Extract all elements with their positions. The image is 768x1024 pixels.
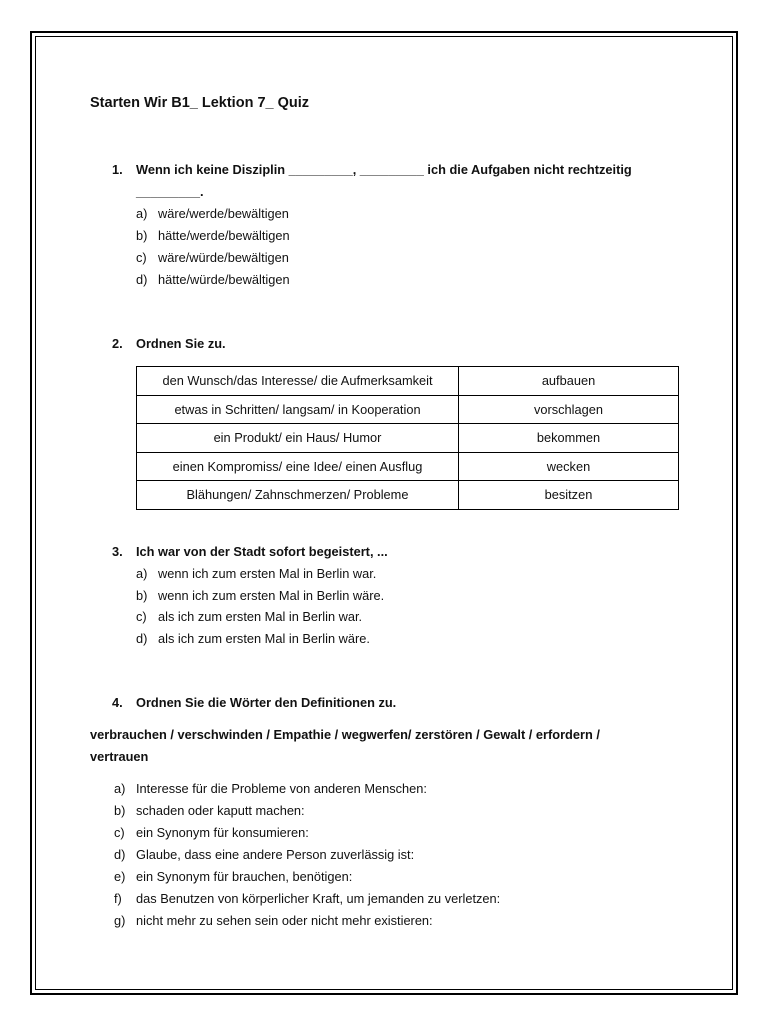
table-row bbox=[137, 395, 679, 424]
q1-option-a: wäre/werde/bewältigen bbox=[158, 206, 289, 221]
q3-number: 3. bbox=[112, 544, 123, 559]
q3-option-d: als ich zum ersten Mal in Berlin wäre. bbox=[158, 631, 370, 646]
q1-text-line2: _________. bbox=[136, 184, 204, 199]
def-e: ein Synonym für brauchen, benötigen: bbox=[136, 869, 353, 884]
q3-option-c: als ich zum ersten Mal in Berlin war. bbox=[158, 609, 363, 624]
word-bank-line1: verbrauchen / verschwinden / Empathie / wegwerfen/ zerstören / Gewalt / erfordern / bbox=[90, 727, 600, 742]
q1-option-c: wäre/würde/bewältigen bbox=[158, 250, 289, 265]
table-cell-right: wecken bbox=[459, 452, 679, 481]
q2-number: 2. bbox=[112, 336, 123, 351]
def-e-letter: e) bbox=[114, 869, 126, 884]
def-f: das Benutzen von körperlicher Kraft, um jemanden zu verletzen: bbox=[136, 891, 501, 906]
q1-option-a-letter: a) bbox=[136, 206, 148, 221]
table-cell-left: den Wunsch/das Interesse/ die Aufmerksamkeit bbox=[137, 367, 459, 396]
table-cell-left: etwas in Schritten/ langsam/ in Kooperation bbox=[137, 395, 459, 424]
word-bank-line2: vertrauen bbox=[90, 749, 149, 764]
q1-option-b: hätte/werde/bewältigen bbox=[158, 228, 290, 243]
def-b-letter: b) bbox=[114, 803, 126, 818]
matching-table bbox=[136, 366, 679, 510]
q3-option-b: wenn ich zum ersten Mal in Berlin wäre. bbox=[158, 588, 385, 603]
q3-option-c-letter: c) bbox=[136, 609, 147, 624]
table-row bbox=[137, 481, 679, 510]
q3-option-d-letter: d) bbox=[136, 631, 148, 646]
def-c: ein Synonym für konsumieren: bbox=[136, 825, 309, 840]
q4-number: 4. bbox=[112, 695, 123, 710]
def-g-letter: g) bbox=[114, 913, 126, 928]
def-d: Glaube, dass eine andere Person zuverlässig ist: bbox=[136, 847, 415, 862]
q3-text: Ich war von der Stadt sofort begeistert, ... bbox=[136, 544, 388, 559]
table-cell-right: besitzen bbox=[459, 481, 679, 510]
table-cell-left: ein Produkt/ ein Haus/ Humor bbox=[137, 424, 459, 453]
q3-option-a-letter: a) bbox=[136, 566, 148, 581]
def-a-letter: a) bbox=[114, 781, 126, 796]
table-row bbox=[137, 452, 679, 481]
table-cell-right: aufbauen bbox=[459, 367, 679, 396]
table-cell-right: bekommen bbox=[459, 424, 679, 453]
table-cell-left: einen Kompromiss/ eine Idee/ einen Ausflug bbox=[137, 452, 459, 481]
def-a: Interesse für die Probleme von anderen Menschen: bbox=[136, 781, 427, 796]
table-row bbox=[137, 367, 679, 396]
def-d-letter: d) bbox=[114, 847, 126, 862]
q1-number: 1. bbox=[112, 162, 123, 177]
q1-option-d: hätte/würde/bewältigen bbox=[158, 272, 290, 287]
q1-option-c-letter: c) bbox=[136, 250, 147, 265]
q1-option-d-letter: d) bbox=[136, 272, 148, 287]
table-cell-right: vorschlagen bbox=[459, 395, 679, 424]
q3-option-a: wenn ich zum ersten Mal in Berlin war. bbox=[158, 566, 377, 581]
def-c-letter: c) bbox=[114, 825, 125, 840]
def-b: schaden oder kaputt machen: bbox=[136, 803, 305, 818]
q3-option-b-letter: b) bbox=[136, 588, 148, 603]
q2-text: Ordnen Sie zu. bbox=[136, 336, 226, 351]
q1-text-line1: Wenn ich keine Disziplin _________, _________ ich die Aufgaben nicht rechtzeitig bbox=[136, 162, 632, 177]
page-title: Starten Wir B1_ Lektion 7_ Quiz bbox=[90, 95, 310, 111]
def-f-letter: f) bbox=[114, 891, 122, 906]
q1-option-b-letter: b) bbox=[136, 228, 148, 243]
q4-text: Ordnen Sie die Wörter den Definitionen zu. bbox=[136, 695, 397, 710]
table-cell-left: Blähungen/ Zahnschmerzen/ Probleme bbox=[137, 481, 459, 510]
def-g: nicht mehr zu sehen sein oder nicht mehr existieren: bbox=[136, 913, 433, 928]
table-row bbox=[137, 424, 679, 453]
